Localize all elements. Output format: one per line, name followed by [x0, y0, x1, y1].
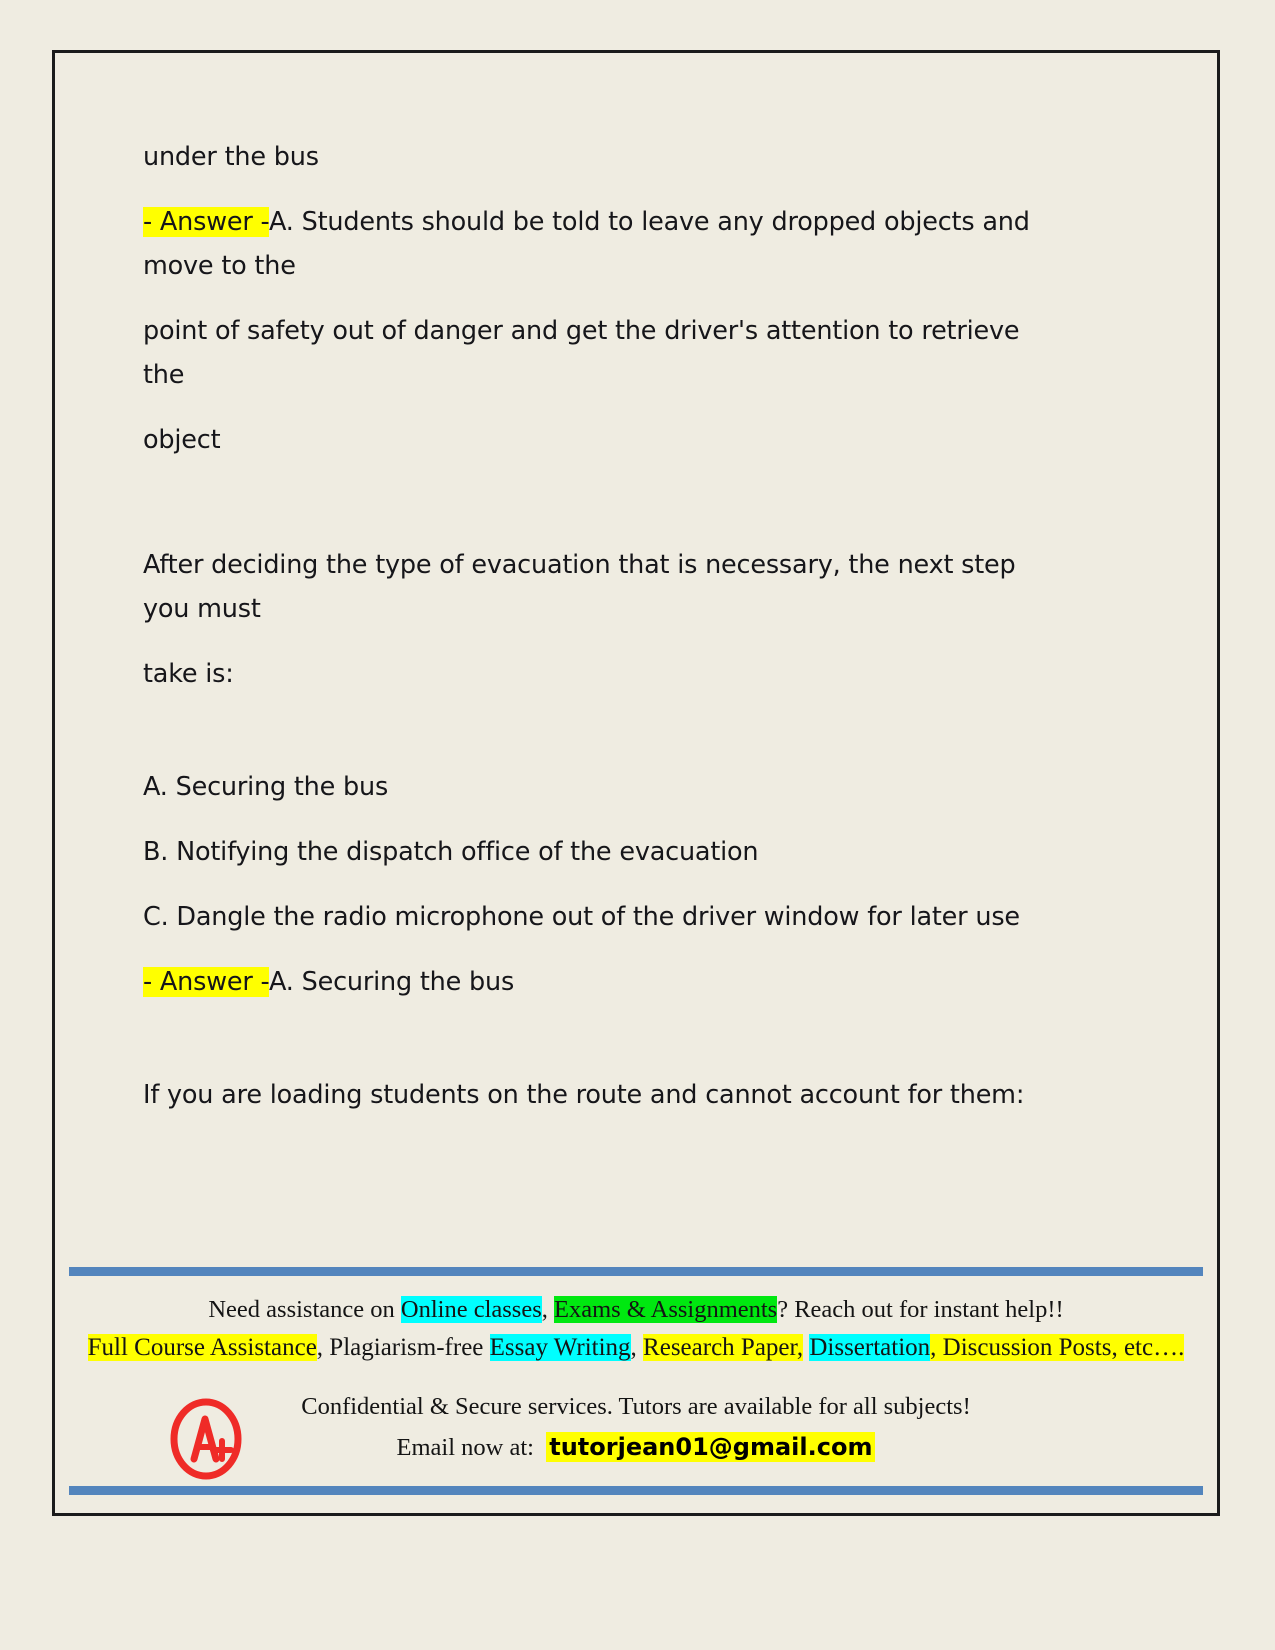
spacer [143, 483, 1177, 543]
footer-contact-block [55, 1387, 1217, 1468]
option-text: B. Notifying the dispatch office of the evacuation [143, 837, 759, 867]
promo-line-2 [55, 1329, 1217, 1367]
promo-dissertation: Dissertation [809, 1334, 931, 1361]
promo-prefix: Need assistance on [208, 1296, 401, 1323]
promo-research-paper: Research Paper, [643, 1334, 804, 1361]
paragraph-text: object [143, 425, 221, 455]
answer-highlight-label: - Answer - [143, 967, 269, 997]
question-loading-students [143, 1073, 1058, 1117]
option-c [143, 895, 1058, 939]
email-address[interactable]: tutorjean01@gmail.com [546, 1432, 875, 1462]
question-text: After deciding the type of evacuation that is necessary, the next step you must [143, 550, 1016, 624]
footer-promo-block [55, 1291, 1217, 1367]
footer-divider-top [69, 1267, 1203, 1276]
promo-line-1 [55, 1291, 1217, 1329]
spacer [143, 1025, 1177, 1073]
paragraph-point-of-safety [143, 309, 1058, 397]
promo-tail: , Discussion Posts, etc…. [930, 1334, 1185, 1361]
answer-highlight-label: - Answer - [143, 207, 269, 237]
page-footer [55, 1255, 1217, 1513]
option-text: C. Dangle the radio microphone out of the driver window for later use [143, 902, 1020, 932]
document-page [52, 50, 1220, 1516]
promo-full-course-assistance: Full Course Assistance [87, 1334, 317, 1361]
email-prefix: Email now at: [396, 1434, 534, 1461]
confidential-line: Confidential & Secure services. Tutors are available for all subjects! [301, 1393, 971, 1420]
option-b [143, 830, 1058, 874]
spacer [143, 717, 1177, 765]
option-a [143, 765, 1058, 809]
promo-mid: , Plagiarism-free [316, 1334, 490, 1361]
email-line [55, 1427, 1217, 1468]
promo-suffix: ? Reach out for instant help!! [777, 1296, 1064, 1323]
question-text: If you are loading students on the route and cannot account for them: [143, 1080, 1025, 1110]
paragraph-under-the-bus [143, 135, 1058, 179]
option-text: A. Securing the bus [143, 772, 389, 802]
answer-text: A. Students should be told to leave any dropped objects and move to the [143, 207, 1030, 281]
promo-comma: , [541, 1296, 554, 1323]
question-evacuation-next-step [143, 543, 1058, 631]
paragraph-take-is [143, 652, 1058, 696]
paragraph-text: under the bus [143, 142, 319, 172]
answer-text: A. Securing the bus [268, 967, 515, 997]
paragraph-object [143, 418, 1058, 462]
promo-exams-assignments: Exams & Assignments [553, 1296, 778, 1323]
paragraph-text: point of safety out of danger and get the driver's attention to retrieve the [143, 316, 1020, 390]
promo-online-classes: Online classes [400, 1296, 542, 1323]
footer-divider-bottom [69, 1486, 1203, 1495]
paragraph-text: take is: [143, 659, 234, 689]
paragraph-answer-2 [143, 960, 1058, 1004]
promo-essay-writing: Essay Writing [489, 1334, 631, 1361]
paragraph-answer-1 [143, 200, 1058, 288]
promo-sep-1: , [630, 1334, 644, 1361]
document-body [143, 135, 1177, 1138]
